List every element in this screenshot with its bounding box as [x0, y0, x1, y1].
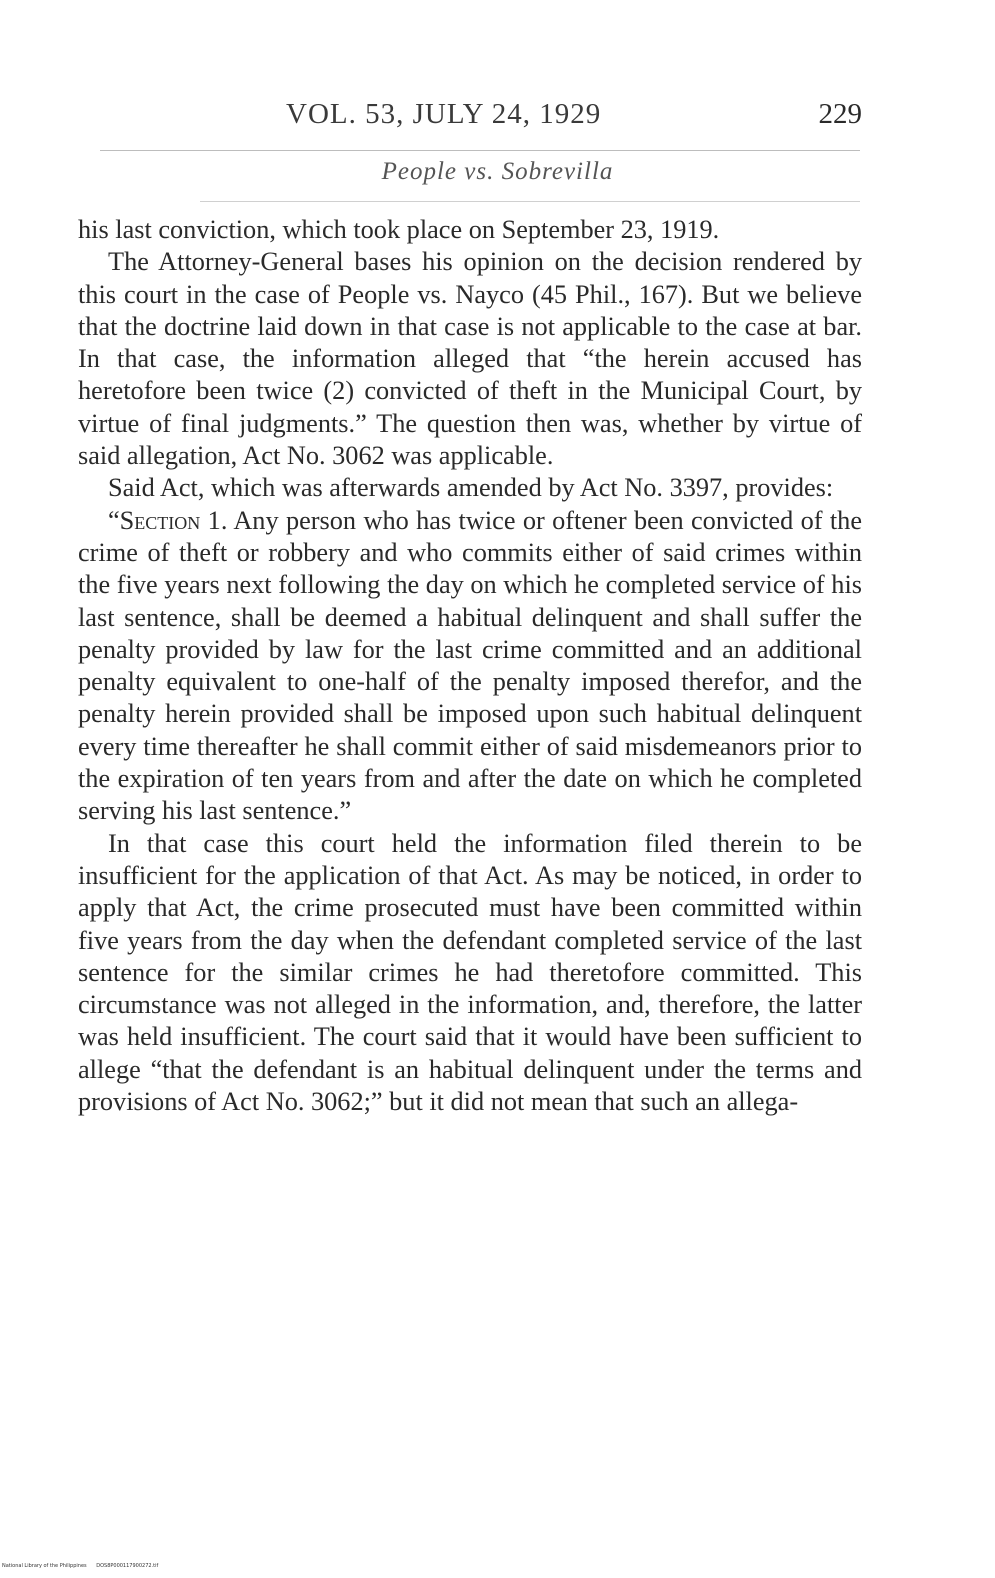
volume-date: VOL. 53, JULY 24, 1929 — [286, 98, 602, 130]
paragraph-said-act: Said Act, which was afterwards amended by Act No. 3397, provides: — [108, 473, 834, 503]
header-rule — [100, 150, 860, 151]
page-number: 229 — [818, 98, 862, 130]
body-text — [78, 214, 862, 1118]
caption-rule — [200, 201, 860, 202]
file-code: DOS8P000117900272.tif — [96, 1563, 159, 1569]
library-name: National Library of the Philippines — [2, 1563, 87, 1569]
case-caption: People vs. Sobrevilla — [381, 158, 614, 185]
paragraph-continuation: his last conviction, which took place on September 23, 1919. — [78, 215, 720, 244]
paragraph-court-held: In that case this court held the information filed therein to be insufficient for the application of that Act. As may be noticed, in order to apply that Act, the crime prosecuted must have been committed within five years from the day when the defendant completed service of the last sentence for the similar crimes he had theretofore committed. This circumstance was not alleged in the information, and, therefore, the latter was held insufficient. The court said that it would have been sufficient to allege “that the defendant is an habitual delinquent under the terms and provisions of Act No. 3062;” but it did not mean that such an allega- — [78, 828, 862, 1117]
section-lead: “Section — [108, 505, 201, 535]
scan-footer — [2, 1563, 158, 1569]
paragraph-section-quote — [78, 505, 862, 828]
section-text: 1. Any person who has twice or oftener been convicted of the crime of theft or robbery and who commits either of said crimes within the five years next following the day on which he completed service of his last sentence, shall be deemed a habitual delinquent and shall suffer the penalty provided by law for the last crime committed and an additional penalty equivalent to one-half of the penalty imposed therefor, and the penalty herein provided shall be imposed upon such habitual delinquent every time thereafter he shall commit either of said misdemeanors prior to the expiration of ten years from and after the date on which he completed serving his last sentence.” — [78, 505, 862, 826]
running-header — [78, 98, 866, 148]
paragraph-attorney-general: The Attorney-General bases his opinion on the decision rendered by this court in the case of People vs. Nayco (45 Phil., 167). But we believe that the doctrine laid down in that case is not applicable to the case at bar. In that case, the information alleged that “the herein accused has heretofore been twice (2) convicted of theft in the Municipal Court, by virtue of final judgments.” The question then was, whether by virtue of said allegation, Act No. 3062 was applicable. — [78, 247, 862, 471]
